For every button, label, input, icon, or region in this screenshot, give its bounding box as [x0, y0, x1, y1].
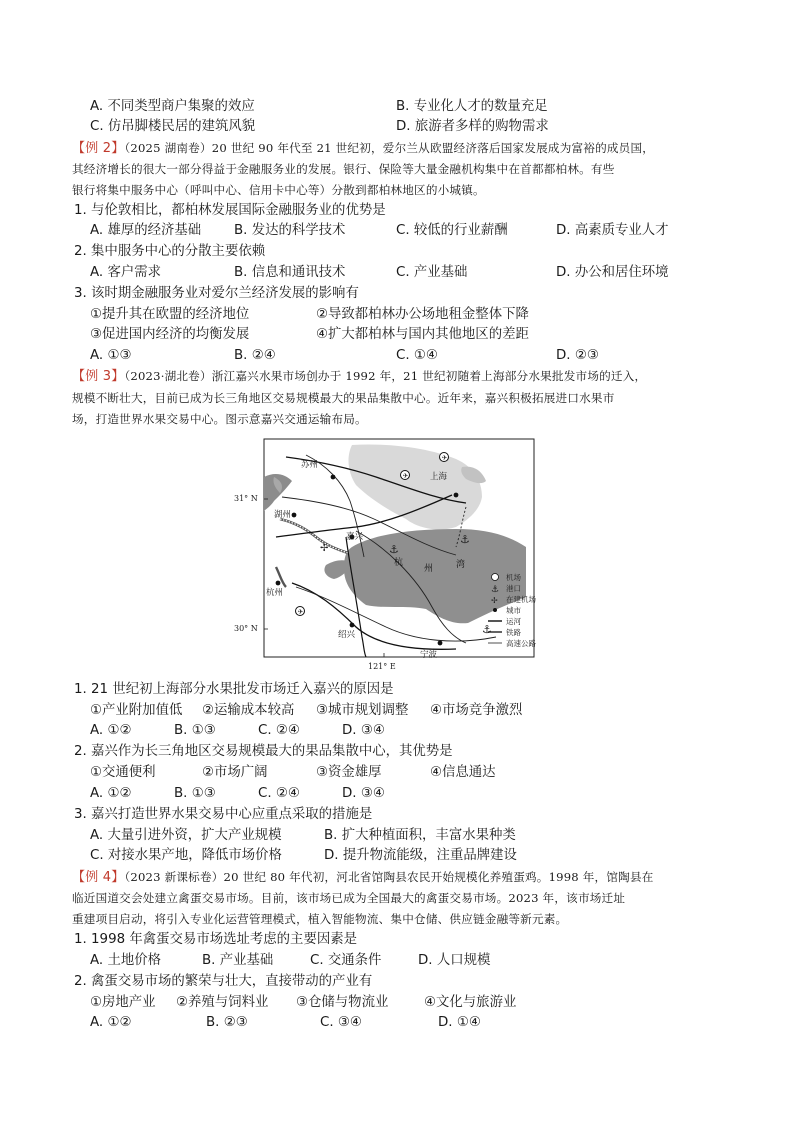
- city-label-ningbo: 宁波: [420, 650, 438, 660]
- ex4-q2-statement-1: ①房地产业: [90, 995, 156, 1010]
- ex3-q1-statement-2: ②运输成本较高: [202, 703, 295, 718]
- airport-building-icon: ✢: [320, 543, 329, 554]
- ex3-q1-statement-4: ④市场竞争激烈: [430, 703, 523, 718]
- ex2-q3-statement-2: ②导致都柏林办公场地租金整体下降: [316, 307, 529, 322]
- latitude-31: 31° N: [234, 494, 258, 503]
- city-label-shanghai: 上海: [430, 472, 448, 482]
- ex2-q1-option-d: D. 高素质专业人才: [556, 223, 669, 238]
- example-4-tag: 【例 4】: [72, 870, 125, 885]
- ex3-q3-option-a: A. 大量引进外资，扩大产业规模: [90, 828, 282, 843]
- ex2-q2-option-b: B. 信息和通讯技术: [234, 265, 346, 280]
- ex2-q2-option-a: A. 客户需求: [90, 265, 161, 280]
- city-label-shaoxing: 绍兴: [338, 630, 356, 640]
- city-label-huzhou: 湖州: [274, 510, 292, 520]
- longitude-121: 121° E: [368, 662, 396, 671]
- ex3-q2-statement-2: ②市场广阔: [202, 765, 268, 780]
- ex2-q3-statement-3: ③促进国内经济的均衡发展: [90, 327, 250, 342]
- ex4-q2-option-c: C. ③④: [320, 1015, 362, 1030]
- svg-text:✈: ✈: [441, 454, 448, 462]
- bay-label-1: 杭: [394, 558, 404, 568]
- ex4-q2-option-d: D. ①④: [438, 1015, 481, 1030]
- ex3-q1-statement-3: ③城市规划调整: [316, 703, 409, 718]
- ex3-q1-statement-1: ①产业附加值低: [90, 703, 183, 718]
- city-dot: [438, 641, 443, 646]
- ex4-q1-option-b: B. 产业基础: [202, 953, 274, 968]
- city-dot: [331, 475, 336, 480]
- svg-text:✈: ✈: [402, 472, 409, 480]
- city-dot: [350, 623, 355, 628]
- example-2-intro: 【例 2】（2025 湖南卷）20 世纪 90 年代至 21 世纪初，爱尔兰从欧盟经济落后国家发展成为富裕的成员国，: [72, 141, 655, 156]
- example-3-intro-line-2: 规模不断壮大，目前已成为长三角地区交易规模最大的果品集散中心。近年来，嘉兴积极拓展进口水果市: [72, 391, 615, 405]
- ex3-q1-option-c: C. ②④: [258, 723, 300, 738]
- port-icon: ⚓: [460, 533, 470, 546]
- ex3-q2-option-d: D. ③④: [342, 786, 385, 801]
- ex4-q2-option-b: B. ②③: [206, 1015, 248, 1030]
- latitude-30: 30° N: [234, 624, 258, 633]
- ex2-question-2: 2. 集中服务中心的分散主要依赖: [74, 244, 266, 259]
- ex3-q2-statement-4: ④信息通达: [430, 765, 496, 780]
- ex3-q2-option-b: B. ①③: [174, 786, 216, 801]
- bay-label-3: 湾: [456, 560, 466, 570]
- legend-airport-building: 在建机场: [506, 595, 536, 604]
- port-icon: ⚓: [482, 623, 492, 636]
- ex3-q2-statement-3: ③资金雄厚: [316, 765, 382, 780]
- ex2-q2-option-c: C. 产业基础: [396, 265, 468, 280]
- option-c: C. 仿吊脚楼民居的建筑风貌: [90, 119, 256, 134]
- ex3-q1-option-d: D. ③④: [342, 723, 385, 738]
- example-3-intro: 【例 3】（2023·湖北卷）浙江嘉兴水果市场创办于 1992 年，21 世纪初随着上海部分水果批发市场的迁入，: [72, 369, 647, 384]
- legend-railway: 铁路: [506, 628, 521, 637]
- example-2-tag: 【例 2】: [72, 141, 125, 156]
- ex4-question-1: 1. 1998 年禽蛋交易市场选址考虑的主要因素是: [74, 932, 358, 947]
- legend-port: 港口: [506, 584, 521, 593]
- example-3-intro-line-3: 场，打造世界水果交易中心。图示意嘉兴交通运输布局。: [72, 412, 367, 426]
- example-3-tag: 【例 3】: [72, 369, 125, 384]
- ex3-q3-option-c: C. 对接水果产地，降低市场价格: [90, 848, 282, 863]
- legend-city-icon: [493, 608, 497, 612]
- port-icon: ⚓: [389, 543, 399, 556]
- option-d: D. 旅游者多样的购物需求: [396, 119, 549, 134]
- ex3-question-1: 1. 21 世纪初上海部分水果批发市场迁入嘉兴的原因是: [74, 682, 394, 697]
- legend-port-icon: ⚓: [491, 585, 500, 595]
- legend-canal: 运河: [506, 617, 521, 626]
- ex3-q1-option-a: A. ①②: [90, 723, 132, 738]
- example-2-intro-line-2: 其经济增长的很大一部分得益于金融服务业的发展。银行、保险等大量金融机构集中在首都都柏林。有些: [72, 162, 615, 176]
- city-dot: [292, 513, 297, 518]
- ex4-q2-statement-2: ②养殖与饲料业: [176, 995, 269, 1010]
- ex2-q1-option-c: C. 较低的行业薪酬: [396, 223, 508, 238]
- example-2-intro-line-3: 银行将集中服务中心（呼叫中心、信用卡中心等）分散到都柏林地区的小城镇。: [72, 183, 485, 197]
- ex4-q1-option-c: C. 交通条件: [310, 953, 382, 968]
- option-a: A. 不同类型商户集聚的效应: [90, 99, 255, 114]
- ex3-q3-option-b: B. 扩大种植面积，丰富水果种类: [324, 828, 516, 843]
- ex3-q3-option-d: D. 提升物流能级，注重品牌建设: [324, 848, 517, 863]
- example-4-intro: 【例 4】（2023 新课标卷）20 世纪 80 年代初，河北省馆陶县农民开始规模化养殖蛋鸡。1998 年，馆陶县在: [72, 870, 654, 885]
- ex3-question-2: 2. 嘉兴作为长三角地区交易规模最大的果品集散中心，其优势是: [74, 744, 453, 759]
- legend-airport: 机场: [506, 573, 521, 582]
- ex3-q2-statement-1: ①交通便利: [90, 765, 156, 780]
- ex4-q2-statement-3: ③仓储与物流业: [296, 995, 389, 1010]
- option-b: B. 专业化人才的数量充足: [396, 99, 548, 114]
- example-4-intro-line-2: 临近国道交会处建立禽蛋交易市场。目前，该市场已成为全国最大的禽蛋交易市场。2023 年，该市场迁址: [72, 891, 626, 905]
- ex2-q2-option-d: D. 办公和居住环境: [556, 265, 669, 280]
- city-label-suzhou: 苏州: [301, 460, 319, 470]
- ex2-q3-option-c: C. ①④: [396, 348, 438, 363]
- legend-highway: 高速公路: [506, 639, 536, 648]
- ex3-question-3: 3. 嘉兴打造世界水果交易中心应重点采取的措施是: [74, 807, 373, 822]
- ex3-q1-option-b: B. ①③: [174, 723, 216, 738]
- city-label-hangzhou: 杭州: [266, 588, 284, 598]
- ex4-q1-option-d: D. 人口规模: [418, 953, 491, 968]
- example-4-intro-line-3: 重建项目启动，将引入专业化运营管理模式，植入智能物流、集中仓储、供应链金融等新元素。: [72, 912, 568, 926]
- ex3-q2-option-c: C. ②④: [258, 786, 300, 801]
- ex4-q1-option-a: A. 土地价格: [90, 953, 161, 968]
- legend-city: 城市: [506, 606, 521, 615]
- ex2-q1-option-b: B. 发达的科学技术: [234, 223, 346, 238]
- ex2-q3-option-a: A. ①③: [90, 348, 132, 363]
- jiaxing-transport-map: [234, 437, 540, 673]
- ex4-q2-option-a: A. ①②: [90, 1015, 132, 1030]
- city-dot: [454, 493, 459, 498]
- legend-airport-building-icon: ✢: [491, 596, 498, 605]
- ex2-q3-option-b: B. ②④: [234, 348, 276, 363]
- city-dot: [276, 581, 281, 586]
- svg-text:✈: ✈: [297, 608, 304, 616]
- ex2-question-1: 1. 与伦敦相比，都柏林发展国际金融服务业的优势是: [74, 203, 386, 218]
- ex2-q1-option-a: A. 雄厚的经济基础: [90, 223, 202, 238]
- ex3-q2-option-a: A. ①②: [90, 786, 132, 801]
- bay-label-2: 州: [424, 564, 434, 574]
- ex2-q3-statement-4: ④扩大都柏林与国内其他地区的差距: [316, 327, 529, 342]
- ex2-q3-option-d: D. ②③: [556, 348, 599, 363]
- ex2-q3-statement-1: ①提升其在欧盟的经济地位: [90, 307, 250, 322]
- ex2-question-3: 3. 该时期金融服务业对爱尔兰经济发展的影响有: [74, 286, 359, 301]
- ex4-question-2: 2. 禽蛋交易市场的繁荣与壮大，直接带动的产业有: [74, 974, 373, 989]
- legend-airport-icon: [492, 574, 499, 581]
- ex4-q2-statement-4: ④文化与旅游业: [424, 995, 517, 1010]
- city-label-jiaxing: 嘉兴: [346, 532, 364, 542]
